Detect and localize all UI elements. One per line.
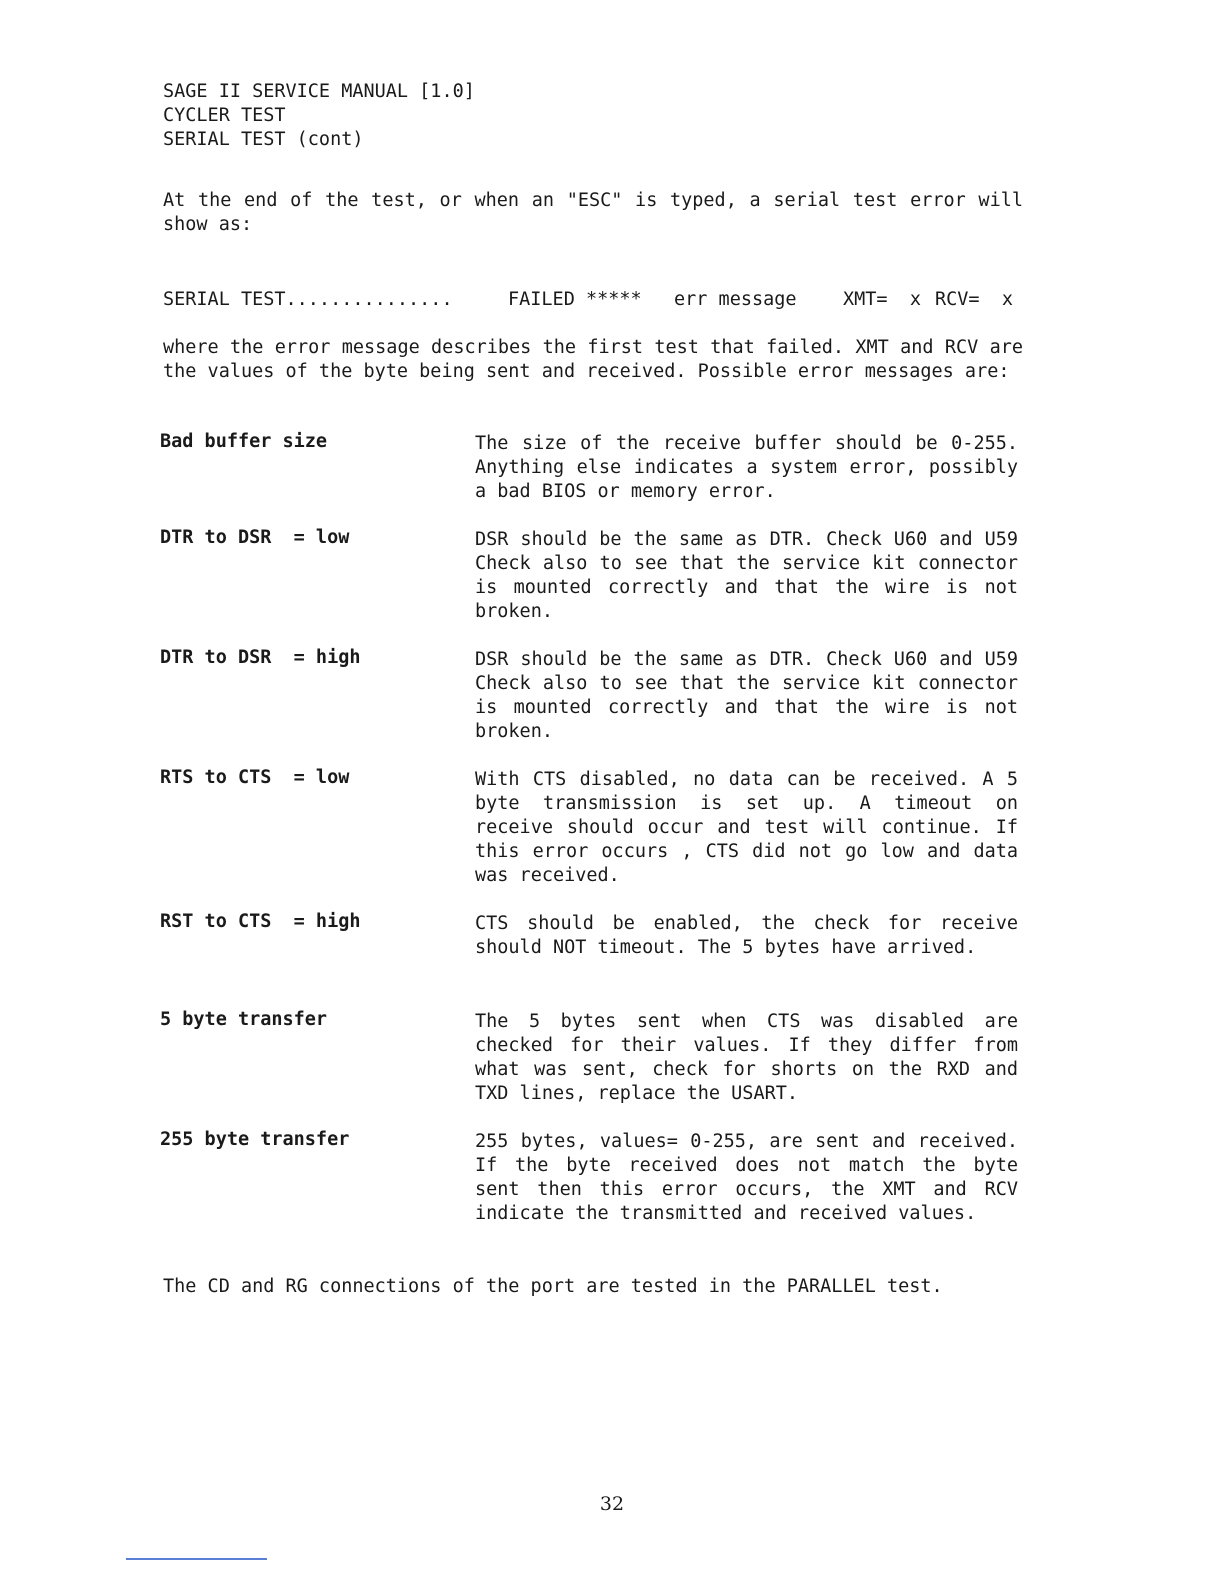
status-rcv: RCV= x [935, 289, 1013, 310]
explanation-paragraph: where the error message describes the first test that failed. XMT and RCV are the values of the byte being sent and received. Possible error messages are: [163, 337, 1023, 382]
error-message-label: DTR to DSR = high [160, 647, 361, 668]
page-number: 32 [599, 1493, 625, 1515]
error-message-description: 255 bytes, values= 0-255, are sent and received. If the byte received does not match the byte sent then this error occurs, the XMT and RCV indicate the transmitted and received values. [475, 1131, 1018, 1224]
footer-note: The CD and RG connections of the port are tested in the PARALLEL test. [163, 1276, 943, 1297]
document-header [163, 80, 475, 152]
intro-paragraph: At the end of the test, or when an "ESC" is typed, a serial test error will show as: [163, 190, 1023, 235]
status-message: err message [674, 289, 797, 310]
error-message-description: The 5 bytes sent when CTS was disabled are checked for their values. If they differ from what was sent, check for shorts on the RXD and TXD lines, replace the USART. [475, 1011, 1018, 1104]
error-message-label: RST to CTS = high [160, 911, 361, 932]
error-message-description: DSR should be the same as DTR. Check U60 and U59 Check also to see that the service kit connector is mounted correctly and that the wire is not broken. [475, 649, 1018, 742]
scan-edge-rule [126, 1558, 267, 1560]
error-message-description: With CTS disabled, no data can be received. A 5 byte transmission is set up. A timeout on receive should occur and test will continue. If this error occurs , CTS did not go low and data was received. [475, 769, 1018, 886]
status-test-name: SERIAL TEST............... [163, 289, 453, 310]
status-xmt: XMT= x [843, 289, 921, 310]
error-message-label: Bad buffer size [160, 431, 328, 452]
error-message-description: CTS should be enabled, the check for receive should NOT timeout. The 5 bytes have arrived. [475, 913, 1018, 958]
error-message-label: DTR to DSR = low [160, 527, 350, 548]
error-message-description: DSR should be the same as DTR. Check U60 and U59 Check also to see that the service kit connector is mounted correctly and that the wire is not broken. [475, 529, 1018, 622]
manual-title: SAGE II SERVICE MANUAL [1.0] [163, 81, 475, 102]
error-message-label: RTS to CTS = low [160, 767, 350, 788]
section-title: CYCLER TEST [163, 105, 286, 126]
error-message-description: The size of the receive buffer should be 0-255. Anything else indicates a system error, possibly a bad BIOS or memory error. [475, 433, 1018, 502]
subsection-title: SERIAL TEST (cont) [163, 129, 364, 150]
error-message-label: 5 byte transfer [160, 1009, 328, 1030]
status-result: FAILED ***** [508, 289, 642, 310]
error-message-label: 255 byte transfer [160, 1129, 350, 1150]
